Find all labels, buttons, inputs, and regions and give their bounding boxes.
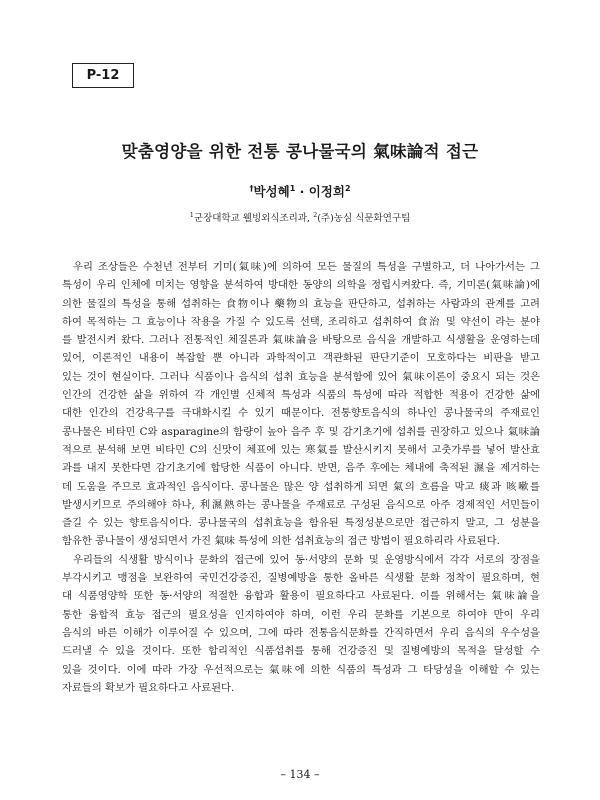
author-line [0,182,600,200]
body-line: 음식의 바른 이해가 이루어질 수 있으며, 그에 따라 전통음식문화를 간직하면서 우리 음식의 우수성을 [62,626,540,639]
poster-number-badge [72,63,134,88]
body-line: 데 도움을 주므로 효과적인 음식이다. 콩나물은 많은 양 섭취하게 되면 氣의 흐름을 막고 痰과 咳嗽를 [62,480,540,493]
paper-title: 맞춤영양을 위한 전통 콩나물국의 氣味論적 접근 [121,142,479,161]
body-line: 우리들의 식생활 방식이나 문화의 접근에 있어 동·서양의 문화 및 운영방식에서 각각 서로의 장점을 [73,553,540,566]
author-separator: · [295,184,309,199]
body-line: 콩나물은 비타민 C와 asparagine의 함량이 높아 음주 후 및 감기초기에 섭취를 권장하고 있으나 氣味論 [62,425,540,438]
body-line: 있는 것이 현실이다. 그러나 식품이나 음식의 섭취 효능을 분석함에 있어 氣味이론이 중요시 되는 것은 [62,370,540,383]
body-line: 있을 것이다. 이에 따라 가장 우선적으로는 氣味에 의한 식품의 특성과 그 타당성을 이해할 수 있는 [62,663,540,676]
body-line: 자료들의 확보가 필요하다고 사료된다. [62,681,235,694]
affiliation-2: (주)농심 식문화연구팀 [317,213,411,224]
abstract-body [62,258,540,697]
body-line: 대 식품영양학 또한 동·서양의 적절한 융합과 활용이 필요하다고 사료된다. 이를 위해서는 氣味論을 [62,590,540,603]
page-number: – 134 – [280,768,320,781]
body-line: 를 발전시켜 왔다. 그러나 전통적인 체질론과 氣味論을 바탕으로 음식을 개발하고 식생활을 운영하는데 [62,334,540,347]
author-2-affil-mark: 2 [344,183,351,193]
body-line: 특성이 우리 인체에 미치는 영향을 분석하여 방대한 동양의 의학을 정립시켜왔다. 즉, 기미론(氣味論)에 [62,279,540,292]
body-line: 있어, 이론적인 내용이 복잡할 뿐 아니라 과학적이고 객관화된 판단기준이 모호하다는 비판을 받고 [62,352,540,365]
poster-number: P-12 [86,68,120,83]
body-line: 부각시키고 맹점을 보완하여 국민건강증진, 질병예방을 통한 올바른 식생활 문화 정착이 필요하며, 현 [62,572,540,585]
affiliation-1: 군장대학교 웰빙외식조리과, [193,213,314,224]
author-2: 이정희 [308,184,345,199]
affil-2-mark: 2 [313,210,318,219]
affiliation-line [0,210,600,224]
affil-1-mark: 1 [189,210,194,219]
body-line: 하여 목적하는 그 효능이나 작용을 가질 수 있도록 선택, 조리하고 섭취하여 食治 및 약선이 라는 분야 [62,315,540,328]
corresponding-dagger: † [249,183,254,193]
body-line: 의한 물질의 특성을 통해 섭취하는 食物이나 藥物의 효능을 판단하고, 섭취하는 사람과의 관계를 고려 [62,297,540,310]
body-line: 발생시키므로 주의해야 하나, 利濕熱하는 콩나물을 주재료로 구성된 음식으로 아주 경제적인 서민들이 [62,498,540,511]
body-line: 드러낼 수 있을 것이다. 또한 합리적인 식품섭취를 통해 건강증진 및 질병예방의 목적을 달성할 수 [62,645,540,658]
body-line: 적으로 분석해 보면 비타민 C의 신맛이 체표에 있는 寒氣를 발산시키지 못해서 고춧가루를 넣어 발산효 [62,443,540,456]
body-line: 인간의 건강한 삶을 위하여 각 개인별 신체적 특성과 식품의 특성에 따라 적합한 적용이 건강한 삶에 [62,389,540,402]
author-1-affil-mark: 1 [289,183,296,193]
author-1: 박성혜 [253,184,290,199]
body-line: 우리 조상들은 수천년 전부터 기미(氣味)에 의하여 모든 물질의 특성을 구별하고, 더 나아가서는 그 [73,261,540,273]
body-line: 통한 융합적 효능 접근의 필요성을 인지하여야 하며, 이런 우리 문화를 기본으로 하여야 만이 우리 [62,608,540,621]
body-line: 함유한 콩나물이 생성되면서 가진 氣味 특성에 의한 섭취효능의 접근 방법이 필요하리라 사료된다. [62,535,500,548]
body-line: 대한 인간의 건강욕구를 극대화시킬 수 있기 때문이다. 전통향토음식의 하나인 콩나물국의 주재료인 [62,407,540,420]
body-line: 즐길 수 있는 향토음식이다. 콩나물국의 섭취효능을 함유된 특정성분으로만 접근하지 말고, 그 성분을 [62,517,540,530]
body-line: 과를 내지 못한다면 감기초기에 합당한 식품이 아니다. 반면, 음주 후에는 체내에 축적된 濕을 제거하는 [62,462,540,475]
